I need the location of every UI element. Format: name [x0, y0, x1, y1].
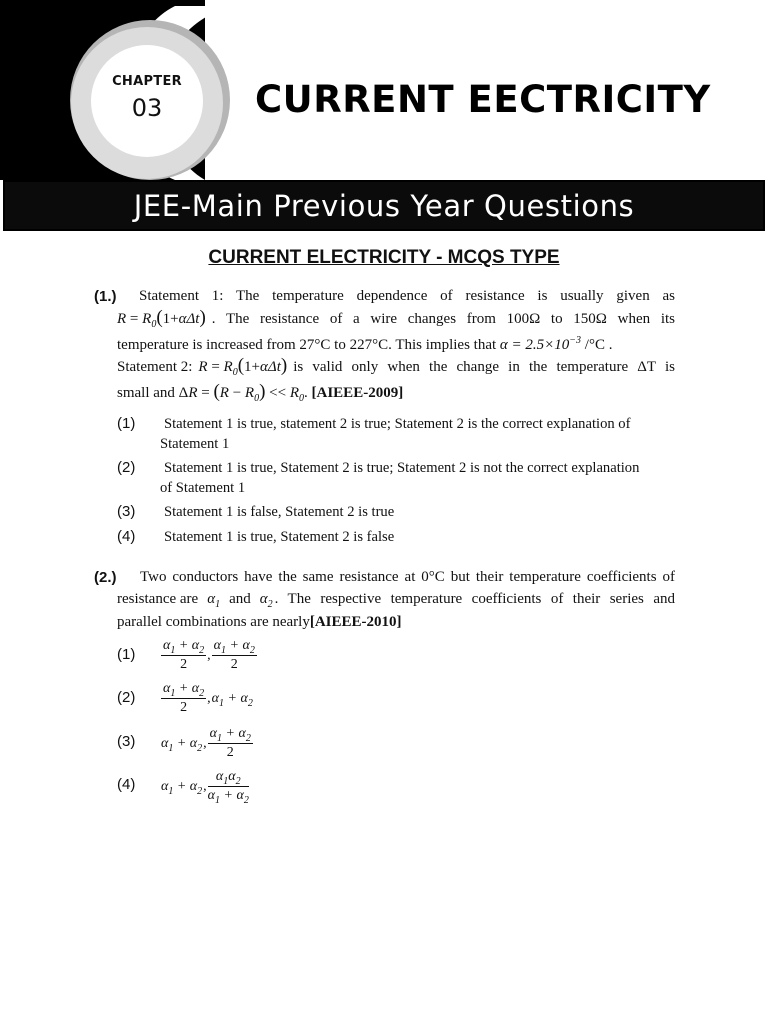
option-number: (1): [117, 415, 136, 432]
section-banner: [3, 180, 765, 231]
section-title: CURRENT ELECTRICITY - MCQS TYPE: [208, 247, 560, 268]
question-number: (1.): [94, 288, 117, 305]
question-text: . The resistance of a wire changes from 100Ω to 150Ω when its: [211, 311, 675, 327]
option-number: (1): [117, 646, 136, 663]
option-text: Statement 1 is false, Statement 2 is true: [164, 504, 395, 520]
question-source: [AIEEE-2009]: [311, 385, 404, 401]
question-text: Statement 2:: [117, 359, 193, 375]
banner-text: JEE-Main Previous Year Questions: [133, 188, 635, 223]
option-text: Statement 1 is true, Statement 2 is false: [164, 529, 395, 545]
option-number: (3): [117, 503, 136, 520]
question-text-line: Two conductors have the same resistance at 0°C but their temperature coefficients of: [140, 569, 675, 585]
option-text: Statement 1 is true, statement 2 is true; Statement 2 is the correct explanation of: [164, 416, 631, 432]
chapter-title: CURRENT EECTRICITY: [255, 78, 711, 121]
question-text-line: [117, 591, 675, 608]
question-text-line: [117, 307, 675, 330]
question-text: temperature is increased from 27°C to 227°C. This implies that: [117, 337, 497, 353]
question-text-line: [117, 355, 675, 378]
question-text: and: [229, 591, 251, 607]
option-formula: $\frac{\alpha_1 + \alpha_2}{2}$ , $\alpha_1 + \alpha_2$: [163, 681, 253, 715]
question-text: is valid only when the change in the temperature ΔT is: [293, 359, 675, 375]
question-source: [AIEEE-2010]: [309, 614, 402, 630]
chapter-header: [0, 0, 768, 180]
question-text-line: Statement 1: The temperature dependence of resistance is usually given as: [139, 288, 675, 304]
option-number: (4): [117, 776, 136, 793]
option-formula: $\frac{\alpha_1 + \alpha_2}{2}$ , $\frac{\alpha_1 + \alpha_2}{2}$: [163, 638, 255, 672]
option-text: Statement 1 is true, Statement 2 is true; Statement 2 is not the correct explanation: [164, 460, 640, 476]
chapter-badge-graphic: [0, 0, 260, 180]
formula-resistance: $R = R_0(1+\alpha\Delta t)$: [198, 355, 288, 378]
formula-resistance: $R = R_0(1+\alpha\Delta t)$: [117, 307, 206, 330]
option-text: Statement 1: [160, 436, 230, 452]
chapter-number: 03: [131, 94, 163, 122]
question-text-line: [117, 337, 612, 354]
formula-alpha: $\alpha = 2.5\times 10^{-3}$ /°C .: [499, 335, 613, 353]
chapter-label: CHAPTER: [112, 74, 182, 89]
formula-delta-r: $\Delta R = (R - R_0) << R_0$.: [178, 381, 308, 404]
option-number: (2): [117, 459, 136, 476]
question-text: small and: [117, 385, 175, 401]
question-text-line: [117, 614, 402, 631]
option-number: (2): [117, 689, 136, 706]
option-text: of Statement 1: [160, 480, 246, 496]
alpha-2: $\alpha_2$: [259, 591, 273, 610]
question-text: resistance are: [117, 591, 199, 607]
question-number: (2.): [94, 569, 117, 586]
option-number: (3): [117, 733, 136, 750]
option-formula: $\alpha_1 + \alpha_2$ , $\frac{\alpha_1 + \alpha_2}{2}$: [161, 726, 251, 760]
question-text: parallel combinations are nearly: [117, 614, 310, 630]
question-text-line: [117, 381, 404, 404]
option-number: (4): [117, 528, 136, 545]
question-text: . The respective temperature coefficients of their series and: [274, 591, 675, 607]
option-formula: $\alpha_1 + \alpha_2$ , $\frac{\alpha_1\alpha_2}{\alpha_1 + \alpha_2}$: [161, 769, 249, 806]
alpha-1: $\alpha_1$: [207, 591, 221, 610]
